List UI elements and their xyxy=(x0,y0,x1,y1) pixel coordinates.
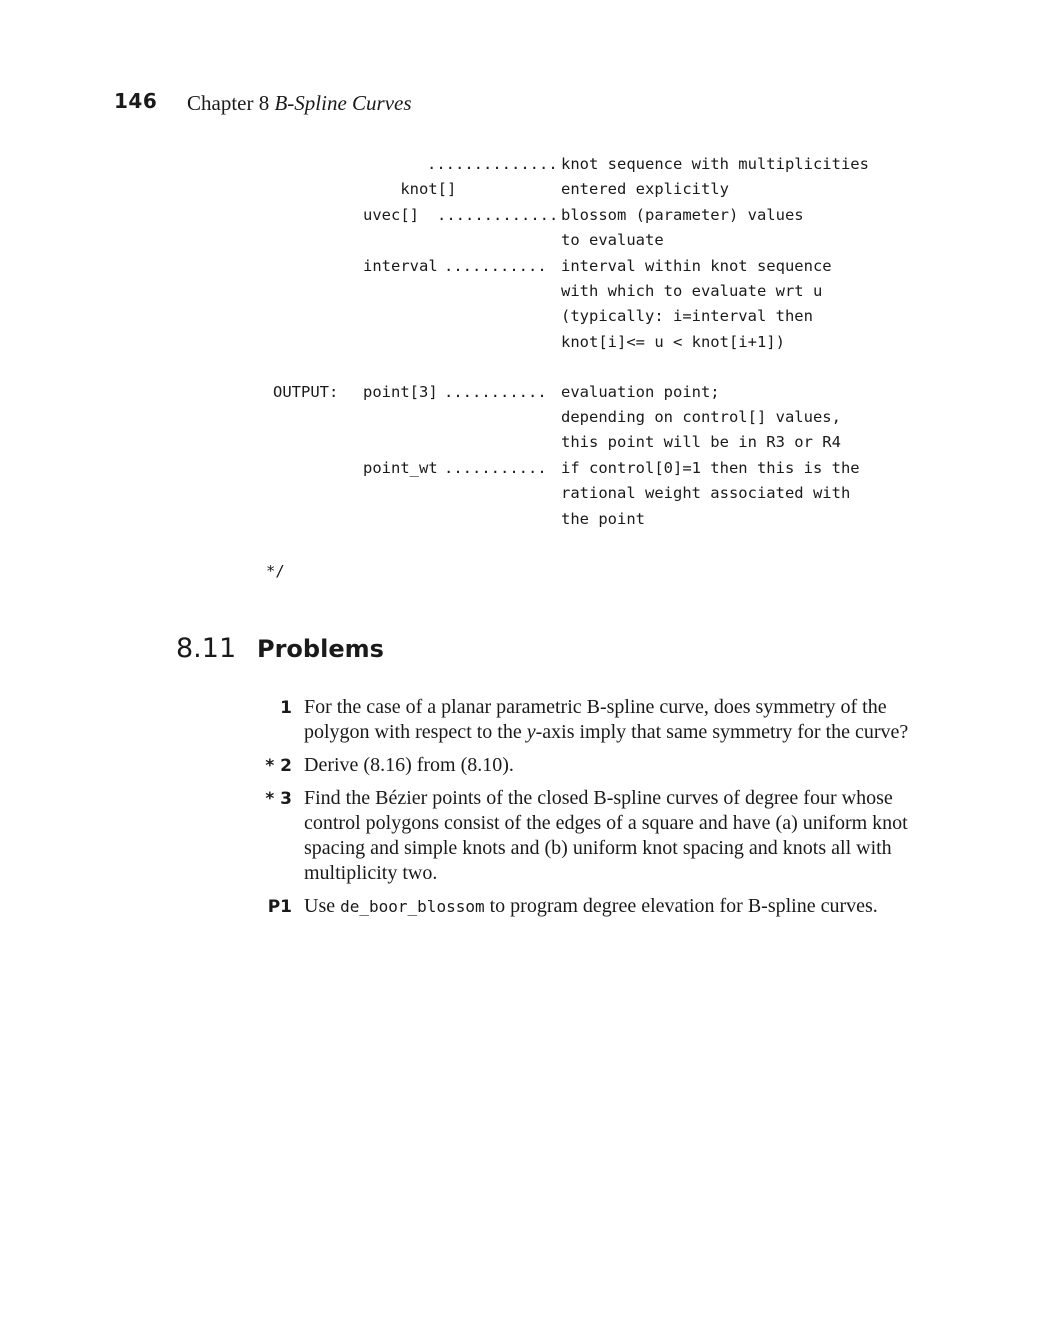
param-desc: blossom (parameter) values xyxy=(561,206,804,224)
problem-item xyxy=(258,894,948,919)
leader-dots: .............. xyxy=(427,155,558,173)
leader-dots: ............. xyxy=(437,206,559,224)
param-desc: the point xyxy=(561,510,645,528)
problem-text xyxy=(304,786,948,886)
problem-item xyxy=(258,753,948,778)
output-label: OUTPUT: xyxy=(273,383,339,401)
section-number: 8.11 xyxy=(176,633,237,664)
problem-item xyxy=(258,695,948,745)
problem-label: * 3 xyxy=(265,789,292,809)
problem-line: Find the Bézier points of the closed B-spline curves of degree four whose xyxy=(304,787,893,809)
chapter-label: Chapter 8 xyxy=(187,91,270,115)
problem-item xyxy=(258,786,948,886)
param-desc: evaluation point; xyxy=(561,383,720,401)
param-desc: entered explicitly xyxy=(561,180,729,198)
problem-text xyxy=(304,894,948,919)
problem-text-post: to program degree elevation for B-spline curves. xyxy=(484,895,878,917)
math-variable: y xyxy=(526,721,536,743)
param-desc: this point will be in R3 or R4 xyxy=(561,433,841,451)
chapter-title: B-Spline Curves xyxy=(274,91,412,115)
param-desc: to evaluate xyxy=(561,231,664,249)
section-title: Problems xyxy=(257,635,384,663)
problem-line: polygon with respect to the y-axis imply that same symmetry for the curve? xyxy=(304,721,909,743)
problem-label: * 2 xyxy=(265,756,292,776)
problem-text xyxy=(304,753,948,778)
param-name: point[3] xyxy=(363,383,438,401)
param-desc: interval within knot sequence xyxy=(561,257,832,275)
param-desc: if control[0]=1 then this is the xyxy=(561,459,860,477)
comment-end: */ xyxy=(266,562,285,580)
param-name: knot[] xyxy=(400,180,457,199)
leader-dots: ........... xyxy=(444,257,547,275)
problem-line: multiplicity two. xyxy=(304,862,438,884)
leader-dots: ........... xyxy=(444,383,547,401)
function-name-code: de_boor_blossom xyxy=(340,897,485,916)
param-name: uvec[] xyxy=(363,206,419,224)
problem-line: spacing and simple knots and (b) uniform knot spacing and knots all with xyxy=(304,837,892,859)
param-desc: (typically: i=interval then xyxy=(561,307,813,325)
page-number: 146 xyxy=(114,89,158,113)
param-desc: knot sequence with multiplicities xyxy=(561,155,869,173)
problem-label: P1 xyxy=(267,897,292,917)
problem-text-pre: Use xyxy=(304,895,341,917)
param-desc: with which to evaluate wrt u xyxy=(561,282,823,300)
param-desc: depending on control[] values, xyxy=(561,408,841,426)
leader-dots: ........... xyxy=(444,459,547,477)
param-desc: knot[i]<= u < knot[i+1]) xyxy=(561,333,785,351)
problem-line: control polygons consist of the edges of a square and have (a) uniform knot xyxy=(304,812,908,834)
param-name: point_wt xyxy=(363,459,438,477)
problem-line: Derive (8.16) from (8.10). xyxy=(304,754,514,776)
problem-line: For the case of a planar parametric B-spline curve, does symmetry of the xyxy=(304,696,887,718)
problem-label: 1 xyxy=(280,698,292,718)
running-header xyxy=(187,91,412,116)
param-name: interval xyxy=(363,257,438,275)
problem-text xyxy=(304,695,948,745)
param-desc: rational weight associated with xyxy=(561,484,851,502)
